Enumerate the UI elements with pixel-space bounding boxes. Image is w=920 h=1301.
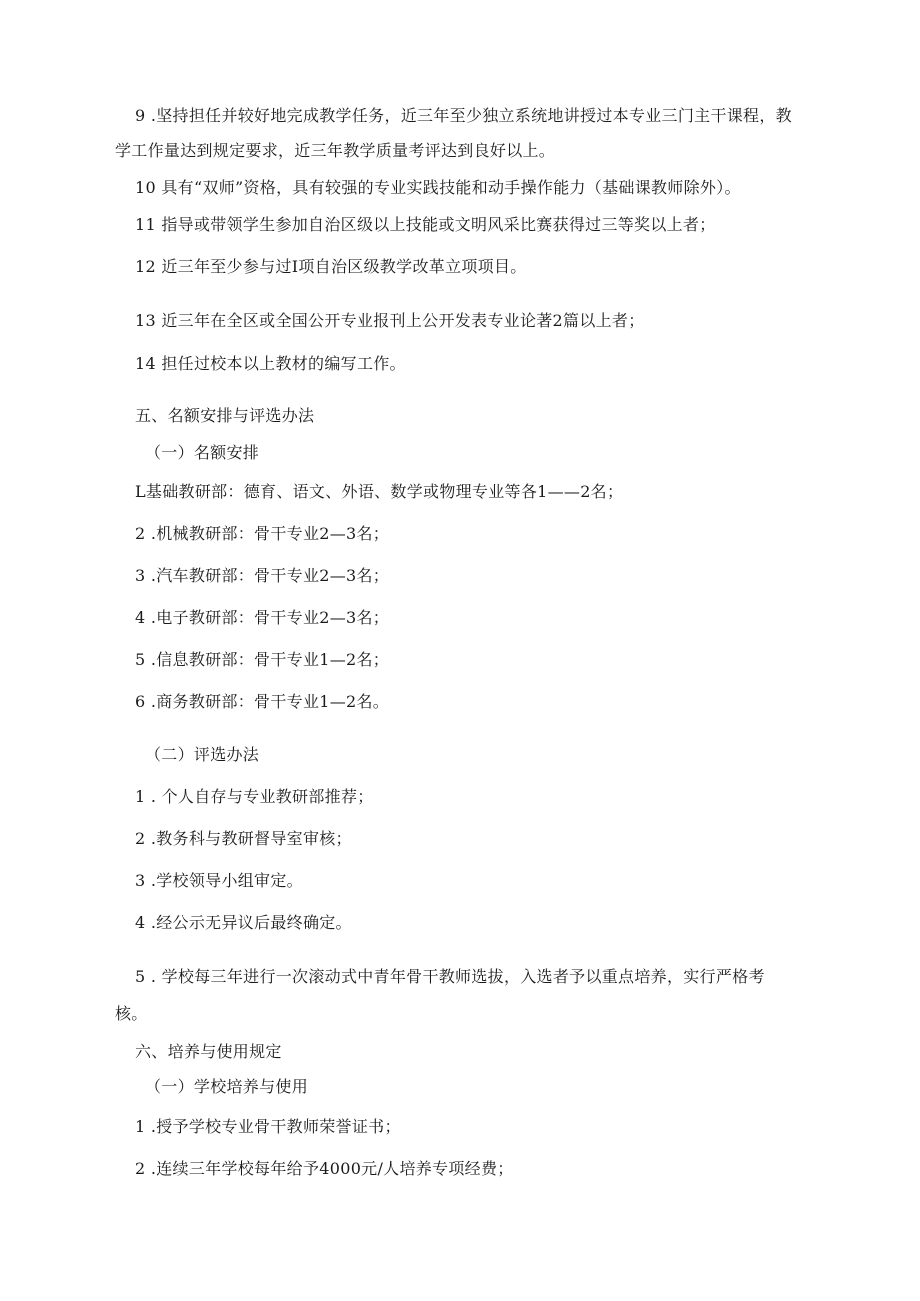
text-line: 6 .商务教研部：骨干专业1—2名。 bbox=[135, 692, 390, 711]
text-line: L基础教研部：德育、语文、外语、数学或物理专业等各1——2名； bbox=[135, 482, 624, 501]
text-line: 9 .坚持担任并较好地完成教学任务，近三年至少独立系统地讲授过本专业三门主干课程，教 bbox=[135, 106, 792, 125]
text-line: 3 .学校领导小组审定。 bbox=[135, 871, 303, 890]
text-line: 13 近三年在全区或全国公开专业报刊上公开发表专业论著2篇以上者； bbox=[135, 311, 645, 330]
text-line: 5 .信息教研部：骨干专业1—2名； bbox=[135, 650, 390, 669]
text-line: 1 .授予学校专业骨干教师荣誉证书； bbox=[135, 1117, 401, 1136]
text-line: 核。 bbox=[115, 1004, 148, 1023]
text-line: 5 . 学校每三年进行一次滚动式中青年骨干教师选拔，入选者予以重点培养，实行严格考 bbox=[135, 967, 765, 986]
text-line: 12 近三年至少参与过I项自治区级教学改革立项项目。 bbox=[135, 257, 527, 276]
text-line: 学工作量达到规定要求，近三年教学质量考评达到良好以上。 bbox=[115, 141, 556, 160]
text-line: 3 .汽车教研部：骨干专业2—3名； bbox=[135, 566, 390, 585]
sub-heading: （一）名额安排 bbox=[145, 443, 260, 462]
sub-heading: （二）评选办法 bbox=[145, 745, 260, 764]
text-line: 2 .教务科与教研督导室审核； bbox=[135, 829, 352, 848]
sub-heading: （一）学校培养与使用 bbox=[145, 1077, 309, 1096]
text-line: 10 具有“双师”资格，具有较强的专业实践技能和动手操作能力（基础课教师除外）。 bbox=[135, 178, 741, 197]
text-line: 4 .经公示无异议后最终确定。 bbox=[135, 913, 352, 932]
section-heading: 五、名额安排与评选办法 bbox=[135, 406, 315, 425]
section-heading: 六、培养与使用规定 bbox=[135, 1042, 282, 1061]
text-line: 11 指导或带领学生参加自治区级以上技能或文明风采比赛获得过三等奖以上者； bbox=[135, 215, 716, 234]
text-line: 2 .连续三年学校每年给予4000元/人培养专项经费； bbox=[135, 1159, 514, 1178]
text-line: 14 担任过校本以上教材的编写工作。 bbox=[135, 354, 406, 373]
text-line: 4 .电子教研部：骨干专业2—3名； bbox=[135, 608, 390, 627]
text-line: 1 . 个人自存与专业教研部推荐； bbox=[135, 787, 374, 806]
text-line: 2 .机械教研部：骨干专业2—3名； bbox=[135, 524, 390, 543]
